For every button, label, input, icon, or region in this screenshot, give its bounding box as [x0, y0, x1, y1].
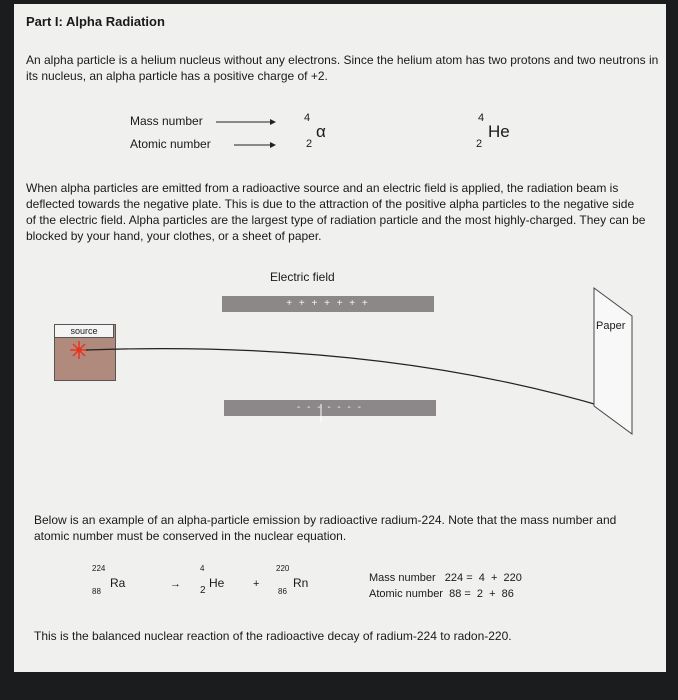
intro-paragraph: An alpha particle is a helium nucleus without any electrons. Since the helium atom has two protons and two neutrons in its nucleus, an alpha particle has a positive charge of +2. [26, 53, 659, 83]
helium-symbol: He [488, 122, 510, 141]
alpha-beam-path [86, 349, 608, 408]
positive-plate: + + + + + + + [222, 296, 434, 312]
helium-eq-atomic-number: 2 [200, 585, 206, 596]
mass-conservation-line: Mass number 224 = 4 + 220 [369, 572, 522, 584]
equation-arrow-icon: → [170, 578, 181, 590]
radon-symbol: Rn [293, 576, 309, 590]
helium-atomic-number: 2 [476, 138, 483, 150]
atomic-conservation-line: Atomic number 88 = 2 + 86 [369, 588, 514, 600]
section-title: Part I: Alpha Radiation [26, 14, 165, 29]
negative-plate: - - - - - - - [224, 400, 436, 416]
helium-eq-mass-number: 4 [200, 564, 205, 573]
alpha-symbol: α [316, 122, 326, 141]
conclusion-paragraph: This is the balanced nuclear reaction of the radioactive decay of radium-224 to radon-220. [34, 629, 512, 643]
radium-atomic-number: 88 [92, 587, 101, 596]
radon-atomic-number: 86 [278, 587, 287, 596]
emission-star-icon [70, 341, 88, 359]
deflection-paragraph: When alpha particles are emitted from a radioactive source and an electric field is applied, the radiation beam is deflected towards the negative plate. This is due to the attraction of the positive alpha particles to the negative side of the electric field. Alpha particles are the largest type of radiation particle and the most highly-charged. They can be blocked by your hand, your clothes, or a sheet of paper. [26, 181, 646, 243]
alpha-mass-number: 4 [304, 112, 311, 124]
radium-mass-number: 224 [92, 564, 106, 573]
radium-symbol: Ra [110, 576, 126, 590]
electric-field-label: Electric field [270, 270, 335, 284]
alpha-atomic-number: 2 [306, 138, 313, 150]
paper-sheet [594, 288, 632, 434]
radon-mass-number: 220 [276, 564, 290, 573]
example-paragraph: Below is an example of an alpha-particle emission by radioactive radium-224. Note that the mass number and atomic number must be conserved in the nuclear equation. [34, 513, 617, 543]
deflection-diagram [14, 4, 666, 504]
worksheet-page [14, 4, 666, 672]
source-label: source [54, 324, 114, 338]
mass-number-label: Mass number [130, 114, 203, 128]
helium-mass-number: 4 [478, 112, 485, 124]
helium-eq-symbol: He [209, 576, 225, 590]
equation-plus: + [253, 578, 260, 590]
paper-label: Paper [596, 320, 626, 332]
atomic-number-label: Atomic number [130, 137, 211, 151]
